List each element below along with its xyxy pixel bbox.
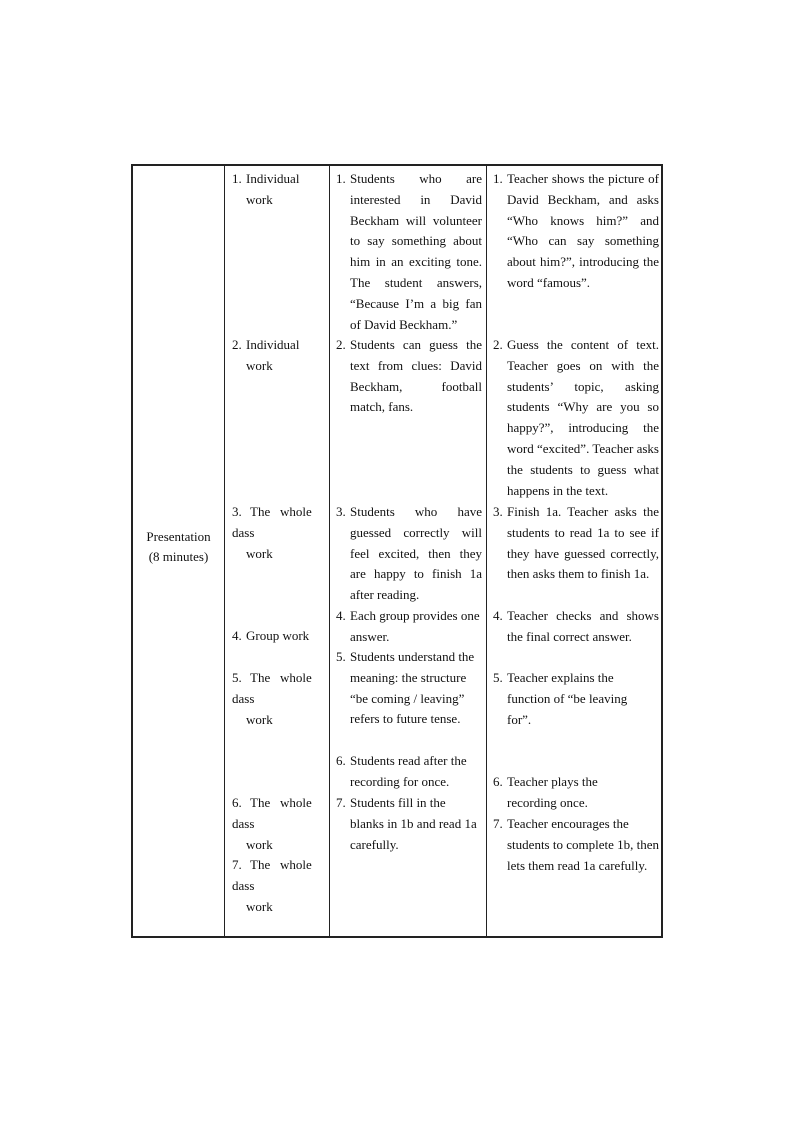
teacher-activity-item: 6. Teacher plays the recording once. <box>493 774 598 810</box>
activity-item: 3. The whole dass work <box>232 504 312 561</box>
teacher-activity-item: 3. Finish 1a. Teacher asks the students to read 1a to see if they have guessed correctly, then asks them to finish 1a. <box>493 504 659 582</box>
column-divider <box>224 166 225 936</box>
stage-name: Presentation <box>146 529 211 544</box>
activity-item: 2. Individual work <box>232 337 300 373</box>
activity-item: 7. The whole dass work <box>232 857 312 914</box>
student-activity-item: 1. Students who are interested in David Beckham will volunteer to say something about him in an exciting tone. The student answers, “Because I’m a big fan of David Beckham.” <box>336 171 482 332</box>
student-activity-item: 7. Students fill in the blanks in 1b and read 1a carefully. <box>336 795 477 852</box>
student-activity-item: 2. Students can guess the text from clues: David Beckham, football match, fans. <box>336 337 482 415</box>
student-activity-item: 6. Students read after the recording for once. <box>336 753 467 789</box>
teacher-activity-item: 1. Teacher shows the picture of David Beckham, and asks “Who knows him?” and “Who can say something about him?”, introducing the word “famous”. <box>493 171 659 290</box>
student-activity-item: 3. Students who have guessed correctly will feel excited, then they are happy to finish 1a after reading. <box>336 504 482 603</box>
activity-item: 4. Group work <box>232 628 310 643</box>
teacher-activity-item: 7. Teacher encourages the students to complete 1b, then lets them read 1a carefully. <box>493 816 660 873</box>
stage-duration: (8 minutes) <box>148 549 209 564</box>
student-activity-item: 5. Students understand the meaning: the structure “be coming / leaving” refers to future tense. <box>336 649 475 727</box>
lesson-plan-table <box>131 164 663 938</box>
activity-item: 5. The whole dass work <box>232 670 312 727</box>
student-activity-item: 4. Each group provides one answer. <box>336 608 480 644</box>
activity-item: 6. The whole dass work <box>232 795 312 852</box>
activity-item: 1. Individual work <box>232 171 300 207</box>
teacher-activity-item: 2. Guess the content of text. Teacher goes on with the students’ topic, asking students “Why are you so happy?”, introducing the word “excited”. Teacher asks the students to guess what happens in the text. <box>493 337 659 498</box>
column-divider <box>486 166 487 936</box>
stage-cell <box>133 166 224 936</box>
teacher-activity-item: 5. Teacher explains the function of “be leaving for”. <box>493 670 628 727</box>
column-divider <box>329 166 330 936</box>
teacher-activity-item: 4. Teacher checks and shows the final correct answer. <box>493 608 659 644</box>
